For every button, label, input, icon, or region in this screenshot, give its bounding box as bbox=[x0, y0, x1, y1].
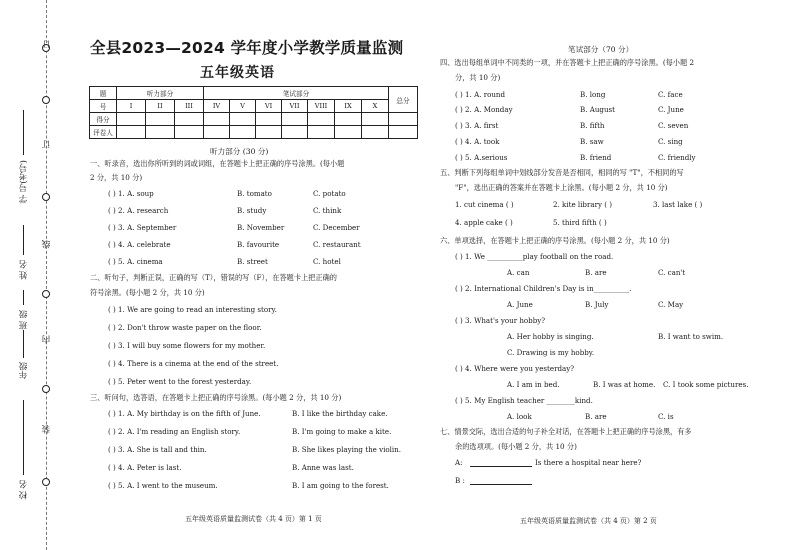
student-number-label: 学 号(考号) bbox=[19, 160, 29, 204]
score-table-written: 笔试部分 bbox=[204, 87, 389, 100]
score-table-roman: V bbox=[230, 100, 256, 113]
option-b: B. I was at home. bbox=[593, 380, 656, 389]
option-c: C. December bbox=[313, 223, 360, 232]
section4-title: 四、选出每组单词中不同类的一项，并在答题卡上把正确的序号涂黑。(每小题 2 bbox=[440, 58, 695, 67]
option-c: C. face bbox=[658, 90, 683, 99]
question-item: ( ) 3. I will buy some flowers for my mother. bbox=[108, 341, 266, 350]
grader-cell[interactable] bbox=[146, 126, 175, 139]
question-item: ( ) 1. We are going to read an interesting story. bbox=[108, 305, 277, 314]
option-b: B. are bbox=[585, 412, 607, 421]
option-a: A. Her hobby is singing. bbox=[507, 332, 594, 341]
question-item: ( ) 5. My English teacher ________kind. bbox=[455, 396, 593, 405]
score-table-cell: 号 bbox=[90, 100, 117, 113]
question-item: ( ) 5. A.serious bbox=[455, 153, 508, 162]
option-b: B. saw bbox=[580, 137, 604, 146]
score-table-roman: VII bbox=[282, 100, 308, 113]
score-cell[interactable] bbox=[335, 113, 362, 126]
question-item: ( ) 4. Where were you yesterday? bbox=[455, 364, 575, 373]
score-table-cell: 得分 bbox=[90, 113, 117, 126]
question-item: ( ) 5. A. cinema bbox=[108, 257, 163, 266]
dialogue-label-a: A: bbox=[455, 458, 463, 467]
phonics-item: 2. kite library ( ) bbox=[553, 200, 613, 209]
option-b: B. fifth bbox=[580, 121, 605, 130]
school-label: 校 名 bbox=[19, 480, 29, 500]
grader-cell[interactable] bbox=[335, 126, 362, 139]
option-c: C. can't bbox=[658, 268, 686, 277]
option-c: C. May bbox=[658, 300, 684, 309]
binding-margin bbox=[0, 0, 60, 550]
score-cell[interactable] bbox=[256, 113, 282, 126]
score-cell[interactable] bbox=[282, 113, 308, 126]
grader-cell[interactable] bbox=[282, 126, 308, 139]
dialogue-line-a: Is there a hospital near here? bbox=[535, 458, 642, 467]
option-a: A. June bbox=[507, 300, 533, 309]
phonics-item: 5. third fifth ( ) bbox=[553, 218, 607, 227]
option-c: C. I took some pictures. bbox=[663, 380, 749, 389]
question-item: ( ) 4. There is a cinema at the end of the street. bbox=[108, 359, 279, 368]
score-table-roman: III bbox=[175, 100, 204, 113]
class-field[interactable] bbox=[23, 290, 24, 305]
section6-title: 六、单项选择，在答题卡上把正确的序号涂黑。(每小题 2 分，共 10 分) bbox=[440, 236, 670, 245]
binding-hole bbox=[42, 96, 50, 104]
score-cell[interactable] bbox=[204, 113, 230, 126]
score-table-roman: X bbox=[362, 100, 389, 113]
grader-cell[interactable] bbox=[308, 126, 335, 139]
score-cell[interactable] bbox=[230, 113, 256, 126]
question-item: ( ) 5. Peter went to the forest yesterday. bbox=[108, 377, 252, 386]
option-a: A. can bbox=[507, 268, 530, 277]
grader-cell[interactable] bbox=[230, 126, 256, 139]
listening-header: 听力部分 (30 分) bbox=[210, 147, 269, 156]
page-footer: 五年级英语质量监测试卷（共 4 页）第 1 页 bbox=[185, 515, 322, 523]
section2-title: 二、听句子，判断正误，正确的写（T），错误的写（F），在答题卡上把正确的 bbox=[90, 273, 337, 282]
option-b: B. tomato bbox=[237, 189, 272, 198]
section5-title: "F"，选出正确的答案并在答题卡上涂黑。(每小题 2 分，共 10 分) bbox=[455, 183, 668, 192]
score-cell[interactable] bbox=[389, 113, 418, 126]
page-footer: 五年级英语质量监测试卷（共 4 页）第 2 页 bbox=[520, 517, 657, 525]
binding-mark: 订 bbox=[42, 40, 52, 49]
binding-hole bbox=[42, 193, 50, 201]
option-b: B. August bbox=[580, 105, 616, 114]
option-a: A. I am in bed. bbox=[507, 380, 560, 389]
written-header: 笔试部分（70 分） bbox=[568, 45, 634, 54]
option-c: C. is bbox=[658, 412, 674, 421]
score-cell[interactable] bbox=[308, 113, 335, 126]
option-c: C. friendly bbox=[658, 153, 696, 162]
grader-cell[interactable] bbox=[175, 126, 204, 139]
score-table-roman: IX bbox=[335, 100, 362, 113]
question-item: ( ) 5. A. I went to the museum. bbox=[108, 481, 218, 490]
phonics-item: 4. apple cake ( ) bbox=[455, 218, 513, 227]
question-item: ( ) 2. Don't throw waste paper on the floor. bbox=[108, 323, 262, 332]
section5-title: 五、判断下列每组单词中划线部分发音是否相同，相同的写 "T"，不相同的写 bbox=[440, 168, 684, 177]
score-cell[interactable] bbox=[146, 113, 175, 126]
score-table-roman: I bbox=[117, 100, 146, 113]
option-c: C. hotel bbox=[313, 257, 341, 266]
score-cell[interactable] bbox=[117, 113, 146, 126]
question-item: ( ) 2. A. I'm reading an English story. bbox=[108, 427, 241, 436]
phonics-item: 3. last lake ( ) bbox=[653, 200, 703, 209]
binding-mark: 线 bbox=[42, 240, 52, 249]
score-table bbox=[89, 86, 418, 139]
question-item: ( ) 4. A. Peter is last. bbox=[108, 463, 182, 472]
school-field[interactable] bbox=[23, 400, 24, 475]
dialogue-label-b: B : bbox=[455, 476, 465, 485]
grader-cell[interactable] bbox=[362, 126, 389, 139]
section2-title: 符号涂黑。(每小题 2 分，共 10 分) bbox=[90, 288, 205, 297]
option-c: C. think bbox=[313, 206, 342, 215]
grader-cell[interactable] bbox=[389, 126, 418, 139]
section3-title: 三、听问句，选答语，在答题卡上把正确的序号涂黑。(每小题 2 分，共 10 分) bbox=[90, 393, 342, 402]
question-item: ( ) 3. A. September bbox=[108, 223, 177, 232]
section7-title: 余的选项项。(每小题 2 分，共 10 分) bbox=[455, 442, 577, 451]
question-item: ( ) 1. A. My birthday is on the fifth of June. bbox=[108, 409, 261, 418]
dialogue-blank[interactable] bbox=[470, 484, 532, 485]
option-b: B. She likes playing the violin. bbox=[292, 445, 401, 454]
score-table-roman: II bbox=[146, 100, 175, 113]
name-field[interactable] bbox=[23, 225, 24, 255]
score-table-cell: 题 bbox=[90, 87, 117, 100]
binding-mark: 装 bbox=[42, 425, 52, 434]
option-c: C. seven bbox=[658, 121, 689, 130]
option-b: B. I want to swim. bbox=[658, 332, 724, 341]
option-b: B. favourite bbox=[237, 240, 280, 249]
score-table-roman: VIII bbox=[308, 100, 335, 113]
question-item: ( ) 1. We __________play football on the road. bbox=[455, 252, 614, 261]
dialogue-blank[interactable] bbox=[470, 466, 532, 467]
binding-mark: 内 bbox=[42, 335, 52, 344]
option-c: C. Drawing is my hobby. bbox=[507, 348, 595, 357]
question-item: ( ) 3. What's your hobby? bbox=[455, 316, 546, 325]
option-b: B. I'm going to make a kite. bbox=[292, 427, 392, 436]
class-label: 班 级 bbox=[19, 310, 29, 330]
phonics-item: 1. cut cinema ( ) bbox=[455, 200, 514, 209]
option-b: B. are bbox=[585, 268, 607, 277]
section4-title: 分，共 10 分) bbox=[455, 73, 501, 82]
score-table-listening: 听力部分 bbox=[117, 87, 204, 100]
grader-cell[interactable] bbox=[117, 126, 146, 139]
score-table-total: 总分 bbox=[389, 87, 418, 113]
option-b: B. November bbox=[237, 223, 285, 232]
option-b: B. July bbox=[585, 300, 609, 309]
question-item: ( ) 1. A. soup bbox=[108, 189, 154, 198]
name-label: 姓 名 bbox=[19, 260, 29, 280]
option-b: B. I like the birthday cake. bbox=[292, 409, 388, 418]
question-item: ( ) 2. International Children's Day is in__________. bbox=[455, 284, 632, 293]
score-cell[interactable] bbox=[362, 113, 389, 126]
question-item: ( ) 4. A. took bbox=[455, 137, 500, 146]
section1-title: 一、听录音，选出你所听到的词或词组，在答题卡上把正确的序号涂黑。(每小题 bbox=[90, 159, 345, 168]
exam-title: 全县2023—2024 学年度小学教学质量监测 bbox=[90, 39, 404, 57]
binding-dashed-line bbox=[46, 0, 47, 550]
section7-title: 七、情景交际，选出合适的句子补全对话，在答题卡上把正确的序号涂黑，有多 bbox=[440, 427, 692, 436]
score-table-roman: VI bbox=[256, 100, 282, 113]
binding-hole bbox=[42, 290, 50, 298]
grade-label: 年级 bbox=[19, 362, 29, 379]
student-number-field[interactable] bbox=[23, 110, 24, 155]
binding-hole bbox=[42, 385, 50, 393]
question-item: ( ) 1. A. round bbox=[455, 90, 506, 99]
grader-cell[interactable] bbox=[204, 126, 230, 139]
question-item: ( ) 3. A. first bbox=[455, 121, 499, 130]
score-cell[interactable] bbox=[175, 113, 204, 126]
question-item: ( ) 3. A. She is tall and thin. bbox=[108, 445, 207, 454]
binding-mark: 订 bbox=[42, 140, 52, 149]
question-item: ( ) 2. A. Monday bbox=[455, 105, 513, 114]
score-table-roman: IV bbox=[204, 100, 230, 113]
question-item: ( ) 2. A. research bbox=[108, 206, 169, 215]
option-b: B. long bbox=[580, 90, 606, 99]
exam-subtitle: 五年级英语 bbox=[200, 65, 275, 81]
section1-title: 2 分，共 10 分) bbox=[90, 173, 143, 182]
grade-field[interactable] bbox=[23, 330, 24, 358]
binding-hole bbox=[42, 478, 50, 486]
question-item: ( ) 4. A. celebrate bbox=[108, 240, 171, 249]
option-b: B. friend bbox=[580, 153, 612, 162]
option-c: C. sing bbox=[658, 137, 683, 146]
option-c: C. restaurant bbox=[313, 240, 361, 249]
option-b: B. street bbox=[237, 257, 268, 266]
option-b: B. I am going to the forest. bbox=[292, 481, 389, 490]
option-b: B. study bbox=[237, 206, 267, 215]
grader-cell[interactable] bbox=[256, 126, 282, 139]
score-table-cell: 评卷人 bbox=[90, 126, 117, 139]
option-c: C. June bbox=[658, 105, 684, 114]
option-c: C. potato bbox=[313, 189, 346, 198]
option-b: B. Anne was last. bbox=[292, 463, 354, 472]
option-a: A. look bbox=[507, 412, 532, 421]
